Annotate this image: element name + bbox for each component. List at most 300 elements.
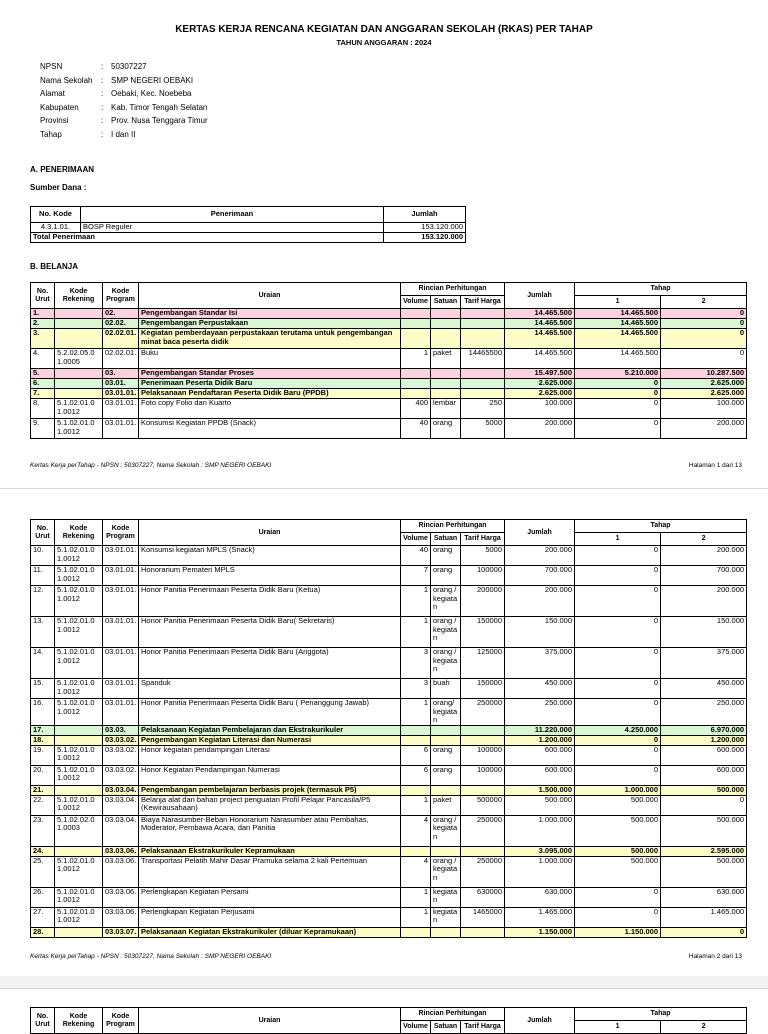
cell-no-urut: 26. xyxy=(31,887,55,907)
cell-tahap-2: 450.000 xyxy=(661,679,747,699)
cell-satuan xyxy=(431,785,461,795)
sumber-dana-label: Sumber Dana : xyxy=(30,183,87,192)
cell-jumlah: 1.465.000 xyxy=(505,907,575,927)
cell-no-urut: 24. xyxy=(31,846,55,856)
cell-uraian: Honor kegiatan pendampingan Literasi xyxy=(139,745,401,765)
cell-tahap-2: 630.000 xyxy=(661,887,747,907)
cell-kode-rekening xyxy=(55,785,103,795)
cell-kode-rekening xyxy=(55,319,103,329)
cell-no-urut: 22. xyxy=(31,795,55,815)
cell-volume: 1 xyxy=(401,795,431,815)
belanja-row xyxy=(31,927,747,937)
cell-kode-program: 03.01.01. xyxy=(103,699,139,726)
cell-kode-rekening: 5.1.02.01.01.0012 xyxy=(55,887,103,907)
cell-jumlah: 11.220.000 xyxy=(505,725,575,735)
cell-volume: 40 xyxy=(401,419,431,439)
cell-kode-program: 03.03.04. xyxy=(103,795,139,815)
cell-kode-program: 03.03. xyxy=(103,725,139,735)
header-no-urut: No. Urut xyxy=(31,283,55,309)
cell-uraian: Honor Panitia Penerimaan Peserta Didik Baru ( Penanggung Jawab) xyxy=(139,699,401,726)
cell-tahap-2: 2.595.000 xyxy=(661,846,747,856)
cell-volume: 7 xyxy=(401,566,431,586)
header-uraian: Uraian xyxy=(139,1008,401,1034)
cell-kode-program: 03.03.06. xyxy=(103,846,139,856)
document-page-1 xyxy=(0,0,768,488)
cell-satuan: paket xyxy=(431,349,461,369)
belanja-row xyxy=(31,586,747,617)
cell-kode-rekening: 5.1.02.01.01.0012 xyxy=(55,795,103,815)
cell-volume xyxy=(401,927,431,937)
cell-kode-program: 03.01.01. xyxy=(103,389,139,399)
cell-tahap-2: 100.000 xyxy=(661,399,747,419)
cell-jumlah: 1.150.000 xyxy=(505,927,575,937)
cell-satuan: orang / kegiatan xyxy=(431,648,461,679)
cell-kode-program: 03.03.02. xyxy=(103,735,139,745)
document-subtitle: TAHUN ANGGARAN : 2024 xyxy=(336,38,432,47)
header-satuan: Satuan xyxy=(431,1021,461,1034)
header-tahap: Tahap xyxy=(575,283,747,296)
cell-tahap-2: 200.000 xyxy=(661,419,747,439)
cell-satuan: orang xyxy=(431,566,461,586)
info-value: 50307227 xyxy=(111,62,147,71)
cell-tahap-2: 600.000 xyxy=(661,765,747,785)
cell-tarif: 250 xyxy=(461,399,505,419)
cell-kode-program: 02.02.01. xyxy=(103,329,139,349)
belanja-row xyxy=(31,846,747,856)
footer-school-text: Kertas Kerja perTahap - NPSN : 50307227, Nama Sekolah : SMP NEGERI OEBAKI xyxy=(30,953,272,960)
cell-volume: 3 xyxy=(401,679,431,699)
belanja-row xyxy=(31,399,747,419)
cell-satuan xyxy=(431,389,461,399)
cell-no-urut: 18. xyxy=(31,735,55,745)
cell-no-urut: 23. xyxy=(31,815,55,846)
cell-tahap-1: 500.000 xyxy=(575,846,661,856)
cell-jumlah: 153.120.000 xyxy=(384,223,466,233)
penerimaan-total-row xyxy=(31,233,466,243)
document-title: KERTAS KERJA RENCANA KEGIATAN DAN ANGGARAN SEKOLAH (RKAS) PER TAHAP xyxy=(175,24,593,35)
section-b-heading: B. BELANJA xyxy=(30,262,79,271)
cell-no-urut: 16. xyxy=(31,699,55,726)
cell-tahap-2: 500.000 xyxy=(661,785,747,795)
cell-jumlah: 1.000.000 xyxy=(505,856,575,887)
cell-uraian: Pengembangan Kegiatan Literasi dan Numerasi xyxy=(139,735,401,745)
cell-no-urut: 8. xyxy=(31,399,55,419)
cell-satuan xyxy=(431,725,461,735)
cell-tahap-1: 0 xyxy=(575,586,661,617)
cell-uraian: Honor Panitia Penerimaan Peserta Didik Baru (Anggota) xyxy=(139,648,401,679)
cell-tahap-1: 14.465.500 xyxy=(575,319,661,329)
info-row xyxy=(40,116,208,130)
cell-kode-program: 03.03.07. xyxy=(103,927,139,937)
cell-kode-program: 02.02. xyxy=(103,319,139,329)
cell-tahap-1: 0 xyxy=(575,617,661,648)
belanja-row xyxy=(31,617,747,648)
header-kode-rekening: Kode Rekening xyxy=(55,1008,103,1034)
cell-tahap-1: 0 xyxy=(575,679,661,699)
belanja-row xyxy=(31,566,747,586)
cell-kode-program: 03.03.04. xyxy=(103,815,139,846)
cell-tahap-1: 0 xyxy=(575,389,661,399)
cell-no-urut: 17. xyxy=(31,725,55,735)
cell-uraian: Perlengkapan Kegiatan Perjusami xyxy=(139,907,401,927)
cell-satuan xyxy=(431,927,461,937)
belanja-table-page-1 xyxy=(30,282,747,439)
info-row xyxy=(40,130,208,144)
cell-no-urut: 2. xyxy=(31,319,55,329)
belanja-row xyxy=(31,907,747,927)
cell-tarif: 100000 xyxy=(461,765,505,785)
cell-jumlah: 3.095.000 xyxy=(505,846,575,856)
info-colon: : xyxy=(101,129,104,139)
penerimaan-row xyxy=(31,223,466,233)
cell-kode-rekening: 5.2.02.05.01.0005 xyxy=(55,349,103,369)
cell-tahap-1: 0 xyxy=(575,379,661,389)
cell-kode-rekening: 5.1.02.01.01.0012 xyxy=(55,745,103,765)
cell-tarif: 630000 xyxy=(461,887,505,907)
header-tarif: Tarif Harga xyxy=(461,1021,505,1034)
page-gap xyxy=(0,976,768,988)
header-rincian: Rincian Perhitungan xyxy=(401,283,505,296)
cell-tahap-1: 4.250.000 xyxy=(575,725,661,735)
cell-volume xyxy=(401,389,431,399)
cell-satuan: buah xyxy=(431,679,461,699)
cell-tahap-2: 0 xyxy=(661,349,747,369)
cell-kode-program: 03.01.01. xyxy=(103,566,139,586)
cell-kode-rekening xyxy=(55,379,103,389)
cell-no-urut: 4. xyxy=(31,349,55,369)
cell-satuan: kegiatan xyxy=(431,907,461,927)
cell-tarif: 150000 xyxy=(461,679,505,699)
cell-jumlah: 450.000 xyxy=(505,679,575,699)
cell-kode-rekening: 5.1.02.01.01.0012 xyxy=(55,419,103,439)
cell-tarif: 100000 xyxy=(461,566,505,586)
cell-volume: 3 xyxy=(401,648,431,679)
cell-uraian: Honor Kegiatan Pendampingan Numerasi xyxy=(139,765,401,785)
cell-volume xyxy=(401,329,431,349)
cell-no-urut: 12. xyxy=(31,586,55,617)
cell-satuan: lembar xyxy=(431,399,461,419)
cell-kode: 4.3.1.01. xyxy=(31,223,81,233)
cell-satuan xyxy=(431,369,461,379)
cell-jumlah: 500.000 xyxy=(505,795,575,815)
cell-jumlah: 630.000 xyxy=(505,887,575,907)
cell-kode-rekening: 5.1.02.01.01.0012 xyxy=(55,546,103,566)
cell-satuan: orang / kegiatan xyxy=(431,617,461,648)
info-row xyxy=(40,103,208,117)
cell-kode-rekening: 5.1.02.01.01.0012 xyxy=(55,586,103,617)
info-label: Provinsi xyxy=(40,116,69,126)
cell-jumlah: 150.000 xyxy=(505,617,575,648)
cell-kode-rekening: 5.1.02.01.01.0012 xyxy=(55,679,103,699)
cell-kode-program: 03.01.01. xyxy=(103,648,139,679)
header-satuan: Satuan xyxy=(431,533,461,546)
cell-satuan xyxy=(431,309,461,319)
cell-tarif: 200000 xyxy=(461,586,505,617)
cell-uraian: Pengembangan Standar Proses xyxy=(139,369,401,379)
cell-tahap-1: 1.000.000 xyxy=(575,785,661,795)
cell-kode-rekening: 5.1.02.01.01.0012 xyxy=(55,399,103,419)
page-footer xyxy=(30,462,742,469)
cell-tahap-1: 0 xyxy=(575,419,661,439)
belanja-row xyxy=(31,419,747,439)
cell-kode-program: 03. xyxy=(103,369,139,379)
cell-tarif xyxy=(461,389,505,399)
cell-satuan: orang xyxy=(431,419,461,439)
header-penerimaan: Penerimaan xyxy=(81,207,384,223)
cell-tarif xyxy=(461,927,505,937)
cell-kode-rekening xyxy=(55,389,103,399)
cell-jumlah: 2.625.000 xyxy=(505,389,575,399)
cell-jumlah: 1.500.000 xyxy=(505,785,575,795)
cell-uraian: Pengembangan Standar Isi xyxy=(139,309,401,319)
cell-tahap-2: 10.287.500 xyxy=(661,369,747,379)
cell-uraian: Foto copy Folio dan Kuarto xyxy=(139,399,401,419)
cell-jumlah: 200.000 xyxy=(505,546,575,566)
cell-kode-rekening: 5.1.02.01.01.0012 xyxy=(55,617,103,648)
cell-tahap-2: 1.465.000 xyxy=(661,907,747,927)
cell-volume: 1 xyxy=(401,586,431,617)
cell-uraian: Honorarium Pemateri MPLS xyxy=(139,566,401,586)
belanja-row xyxy=(31,389,747,399)
cell-tarif: 14465500 xyxy=(461,349,505,369)
header-rincian: Rincian Perhitungan xyxy=(401,1008,505,1021)
cell-no-urut: 21. xyxy=(31,785,55,795)
cell-volume: 1 xyxy=(401,617,431,648)
belanja-row xyxy=(31,679,747,699)
header-tahap-1: 1 xyxy=(575,533,661,546)
cell-tahap-1: 0 xyxy=(575,887,661,907)
cell-kode-rekening xyxy=(55,329,103,349)
cell-kode-rekening xyxy=(55,846,103,856)
cell-satuan xyxy=(431,329,461,349)
cell-uraian: Pelaksanaan Kegiatan Ekstrakurikuler (diluar Kepramukaan) xyxy=(139,927,401,937)
cell-no-urut: 27. xyxy=(31,907,55,927)
cell-uraian: Pelaksanaan Kegiatan Pembelajaran dan Ekstrakurikuler xyxy=(139,725,401,735)
header-kode-program: Kode Program xyxy=(103,1008,139,1034)
cell-tarif: 250000 xyxy=(461,815,505,846)
cell-satuan xyxy=(431,379,461,389)
cell-kode-rekening xyxy=(55,725,103,735)
header-uraian: Uraian xyxy=(139,520,401,546)
header-volume: Volume xyxy=(401,1021,431,1034)
cell-satuan xyxy=(431,735,461,745)
cell-tarif: 1465000 xyxy=(461,907,505,927)
belanja-row xyxy=(31,329,747,349)
school-info xyxy=(40,62,208,144)
cell-kode-rekening: 5.1.02.01.01.0012 xyxy=(55,856,103,887)
cell-tarif: 150000 xyxy=(461,617,505,648)
belanja-row xyxy=(31,546,747,566)
cell-volume xyxy=(401,725,431,735)
info-value: Oebaki, Kec. Noebeba xyxy=(111,89,192,99)
belanja-row xyxy=(31,795,747,815)
cell-tahap-2: 2.625.000 xyxy=(661,389,747,399)
cell-volume: 40 xyxy=(401,546,431,566)
cell-no-urut: 7. xyxy=(31,389,55,399)
cell-uraian: Pengembangan Perpustakaan xyxy=(139,319,401,329)
penerimaan-header-row xyxy=(31,207,466,223)
cell-tarif xyxy=(461,725,505,735)
cell-tarif: 100000 xyxy=(461,745,505,765)
cell-tahap-2: 500.000 xyxy=(661,856,747,887)
cell-tahap-2: 500.000 xyxy=(661,815,747,846)
cell-kode-rekening: 5.1.02.01.01.0012 xyxy=(55,699,103,726)
cell-uraian: Honor Panitia Penerimaan Peserta Didik Baru( Sekretaris) xyxy=(139,617,401,648)
cell-kode-program: 03.01.01. xyxy=(103,419,139,439)
header-tahap-2: 2 xyxy=(661,296,747,309)
belanja-row xyxy=(31,319,747,329)
cell-uraian: Pelaksanaan Pendaftaran Peserta Didik Baru (PPDB) xyxy=(139,389,401,399)
cell-uraian: Penerimaan Peserta Didik Baru xyxy=(139,379,401,389)
cell-jumlah: 200.000 xyxy=(505,419,575,439)
cell-uraian: Konsumsi kegiatan MPLS (Snack) xyxy=(139,546,401,566)
cell-tahap-2: 0 xyxy=(661,927,747,937)
cell-volume xyxy=(401,785,431,795)
info-row xyxy=(40,89,208,103)
belanja-row xyxy=(31,309,747,319)
belanja-row xyxy=(31,699,747,726)
cell-tahap-2: 0 xyxy=(661,795,747,815)
cell-jumlah: 14.465.500 xyxy=(505,309,575,319)
belanja-row xyxy=(31,765,747,785)
cell-no-urut: 3. xyxy=(31,329,55,349)
cell-tarif xyxy=(461,319,505,329)
cell-no-urut: 9. xyxy=(31,419,55,439)
cell-kode-rekening xyxy=(55,369,103,379)
cell-satuan: orang / kegiatan xyxy=(431,815,461,846)
cell-jumlah: 15.497.500 xyxy=(505,369,575,379)
cell-tahap-1: 0 xyxy=(575,765,661,785)
cell-satuan: orang xyxy=(431,745,461,765)
header-tarif: Tarif Harga xyxy=(461,533,505,546)
cell-tahap-2: 1.200.000 xyxy=(661,735,747,745)
cell-tahap-1: 0 xyxy=(575,699,661,726)
cell-jumlah: 14.465.500 xyxy=(505,319,575,329)
cell-uraian: Biaya Narasumber-Beban Honorarium Narasumber atau Pembahas, Moderator, Pembawa Acara, dan Panitia xyxy=(139,815,401,846)
cell-kode-rekening xyxy=(55,735,103,745)
cell-no-urut: 14. xyxy=(31,648,55,679)
total-value: 153.120.000 xyxy=(384,233,466,243)
cell-kode-rekening: 5.1.02.01.01.0012 xyxy=(55,566,103,586)
header-kode-rekening: Kode Rekening xyxy=(55,283,103,309)
cell-volume: 4 xyxy=(401,815,431,846)
cell-tahap-2: 0 xyxy=(661,329,747,349)
cell-satuan: orang/kegiatan xyxy=(431,699,461,726)
page-footer xyxy=(30,953,742,960)
cell-kode-program: 03.03.06. xyxy=(103,907,139,927)
cell-jumlah: 14.465.500 xyxy=(505,329,575,349)
cell-satuan: orang xyxy=(431,765,461,785)
cell-volume xyxy=(401,319,431,329)
cell-jumlah: 600.000 xyxy=(505,745,575,765)
cell-tahap-1: 14.465.500 xyxy=(575,329,661,349)
cell-tahap-2: 700.000 xyxy=(661,566,747,586)
belanja-table-page-2 xyxy=(30,519,747,938)
cell-tahap-2: 250.000 xyxy=(661,699,747,726)
cell-no-urut: 20. xyxy=(31,765,55,785)
cell-volume: 1 xyxy=(401,349,431,369)
cell-no-urut: 13. xyxy=(31,617,55,648)
cell-tahap-2: 200.000 xyxy=(661,546,747,566)
cell-uraian: Pengembangan pembelajaran berbasis projek (termasuk P5) xyxy=(139,785,401,795)
cell-tahap-2: 0 xyxy=(661,319,747,329)
cell-kode-rekening: 5.1.02.02.01.0003 xyxy=(55,815,103,846)
cell-kode-rekening: 5.1.02.01.01.0012 xyxy=(55,907,103,927)
info-colon: : xyxy=(101,116,104,126)
cell-volume: 6 xyxy=(401,765,431,785)
cell-tarif xyxy=(461,309,505,319)
total-label: Total Penerimaan xyxy=(31,233,384,243)
belanja-row xyxy=(31,725,747,735)
cell-tahap-1: 5.210.000 xyxy=(575,369,661,379)
cell-kode-rekening xyxy=(55,309,103,319)
cell-kode-program: 03.03.06. xyxy=(103,887,139,907)
info-colon: : xyxy=(101,89,104,99)
cell-no-urut: 5. xyxy=(31,369,55,379)
cell-jumlah: 2.625.000 xyxy=(505,379,575,389)
cell-kode-program: 03.01.01. xyxy=(103,617,139,648)
cell-jumlah: 100.000 xyxy=(505,399,575,419)
section-a-heading: A. PENERIMAAN xyxy=(30,165,95,174)
cell-volume: 1 xyxy=(401,907,431,927)
cell-satuan xyxy=(431,846,461,856)
belanja-table-page-3 xyxy=(30,1007,747,1034)
info-value: SMP NEGERI OEBAKI xyxy=(111,75,194,85)
cell-kode-rekening: 5.1.02.01.01.0012 xyxy=(55,648,103,679)
cell-no-urut: 19. xyxy=(31,745,55,765)
cell-kode-rekening xyxy=(55,927,103,937)
cell-uraian: Honor Panitia Penerimaan Peserta Didik Baru (Ketua) xyxy=(139,586,401,617)
cell-tarif: 5000 xyxy=(461,419,505,439)
header-jumlah: Jumlah xyxy=(505,520,575,546)
belanja-row xyxy=(31,785,747,795)
info-label: Tahap xyxy=(40,129,62,139)
info-row xyxy=(40,62,208,76)
belanja-row xyxy=(31,648,747,679)
header-kode-program: Kode Program xyxy=(103,520,139,546)
cell-no-urut: 6. xyxy=(31,379,55,389)
header-tarif: Tarif Harga xyxy=(461,296,505,309)
cell-tahap-1: 0 xyxy=(575,546,661,566)
belanja-row xyxy=(31,815,747,846)
cell-kode-program: 03.03.04. xyxy=(103,785,139,795)
cell-uraian: Pelaksanaan Ekstrakurikuler Kepramukaan xyxy=(139,846,401,856)
cell-no-urut: 15. xyxy=(31,679,55,699)
cell-tahap-1: 0 xyxy=(575,566,661,586)
cell-uraian: Buku xyxy=(139,349,401,369)
cell-satuan: orang / kegiatan xyxy=(431,586,461,617)
cell-tarif xyxy=(461,785,505,795)
cell-jumlah: 600.000 xyxy=(505,765,575,785)
cell-satuan xyxy=(431,319,461,329)
cell-jumlah: 14.465.500 xyxy=(505,349,575,369)
cell-tarif xyxy=(461,379,505,389)
header-tahap-2: 2 xyxy=(661,1021,747,1034)
belanja-header-row xyxy=(31,283,747,296)
cell-tarif xyxy=(461,369,505,379)
cell-tahap-1: 500.000 xyxy=(575,856,661,887)
info-label: Alamat xyxy=(40,89,65,99)
cell-tahap-1: 500.000 xyxy=(575,815,661,846)
belanja-row xyxy=(31,349,747,369)
header-jumlah: Jumlah xyxy=(505,283,575,309)
header-uraian: Uraian xyxy=(139,283,401,309)
info-label: Nama Sekolah xyxy=(40,75,93,85)
info-colon: : xyxy=(101,75,104,85)
info-value: Kab. Timor Tengah Selatan xyxy=(111,102,208,112)
cell-volume: 6 xyxy=(401,745,431,765)
cell-kode-program: 03.03.02. xyxy=(103,745,139,765)
